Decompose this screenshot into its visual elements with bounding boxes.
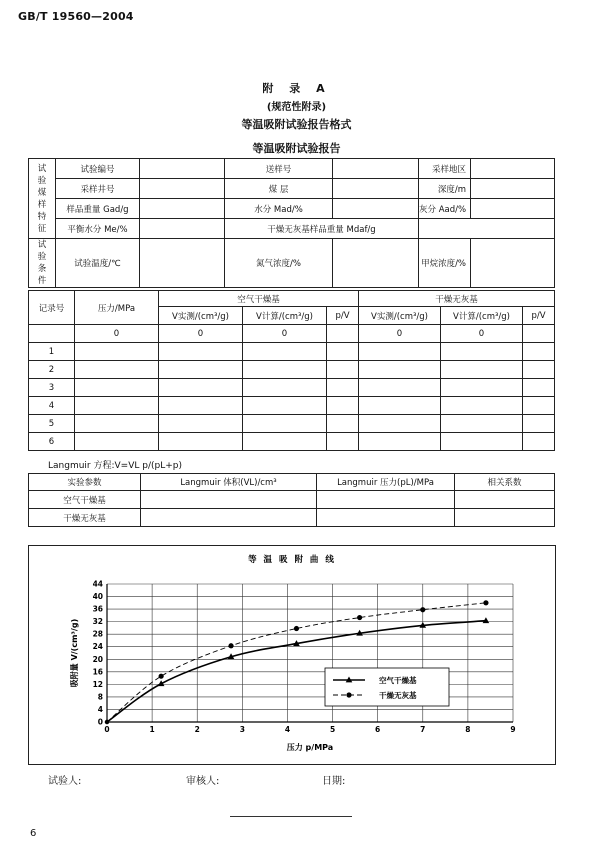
table-row: 干燥无灰基 xyxy=(29,509,555,527)
x-tick-label: 4 xyxy=(284,725,291,734)
label-daf-weight: 干燥无灰基样品重量 Mdaf/g xyxy=(225,219,419,239)
legend-box xyxy=(325,668,449,706)
y-tick-label: 36 xyxy=(92,604,103,614)
y-axis-label: 吸附量 V/(cm³/g) xyxy=(70,618,79,688)
table-row: 5 xyxy=(29,415,555,433)
value-depth[interactable] xyxy=(471,179,555,199)
x-tick-label: 7 xyxy=(420,725,426,734)
value-moisture[interactable] xyxy=(333,199,419,219)
value-sample-area[interactable] xyxy=(471,159,555,179)
series-2-point xyxy=(357,615,362,620)
value-daf-weight[interactable] xyxy=(419,219,555,239)
header-group-air-dry: 空气干燥基 xyxy=(159,291,359,307)
legend-label-1: 空气干燥基 xyxy=(379,676,417,685)
value-nitrogen[interactable] xyxy=(333,239,419,288)
label-seam: 煤 层 xyxy=(225,179,333,199)
table-row: 3 xyxy=(29,379,555,397)
label-test-no: 试验编号 xyxy=(56,159,140,179)
value-test-no[interactable] xyxy=(140,159,225,179)
series-2-point xyxy=(228,643,233,648)
signature-tester: 试验人: xyxy=(48,776,82,787)
header-correlation: 相关系数 xyxy=(455,474,555,491)
subheader-air-v-measured: V实测/(cm³/g) xyxy=(159,307,243,325)
subheader-air-v-calculated: V计算/(cm³/g) xyxy=(243,307,327,325)
value-test-temperature[interactable] xyxy=(140,239,225,288)
series-2-point xyxy=(420,607,425,612)
langmuir-equation: Langmuir 方程:V=VL p/(pL+p) xyxy=(48,461,182,471)
label-sample-no: 送样号 xyxy=(225,159,333,179)
y-tick-label: 8 xyxy=(97,692,103,702)
label-methane: 甲烷浓度/% xyxy=(419,239,471,288)
isotherm-chart-frame xyxy=(28,545,556,765)
series-2-point xyxy=(294,626,299,631)
value-sample-weight[interactable] xyxy=(140,199,225,219)
header-langmuir-pressure: Langmuir 压力(pL)/MPa xyxy=(317,474,455,491)
normative-note: (规范性附录) xyxy=(266,102,327,113)
table-row: 0 0 0 0 0 xyxy=(29,325,555,343)
value-methane[interactable] xyxy=(471,239,555,288)
label-test-temperature: 试验温度/℃ xyxy=(56,239,140,288)
x-tick-label: 5 xyxy=(329,725,336,734)
x-axis-label: 压力 p/MPa xyxy=(286,743,334,752)
subheader-air-p-over-v: p/V xyxy=(327,307,359,325)
label-sample-weight: 样品重量 Gad/g xyxy=(56,199,140,219)
sample-info-table xyxy=(28,158,555,288)
series-2-point xyxy=(159,674,164,679)
series-2-point xyxy=(483,600,488,605)
y-tick-label: 40 xyxy=(92,592,103,602)
x-tick-label: 8 xyxy=(465,725,471,734)
y-tick-label: 4 xyxy=(97,704,103,714)
group-label-test-conditions: 试验条件 xyxy=(29,239,56,288)
group-label-coal-sample: 试验煤样特征 xyxy=(29,159,56,239)
value-equilibrium-moisture[interactable] xyxy=(140,219,225,239)
isotherm-chart xyxy=(29,546,555,764)
table-row: 6 xyxy=(29,433,555,451)
x-tick-label: 2 xyxy=(194,725,200,734)
y-tick-label: 44 xyxy=(92,579,103,589)
appendix-title: 附 录 A xyxy=(262,82,331,95)
y-tick-label: 28 xyxy=(92,629,103,639)
signature-date: 日期: xyxy=(322,776,346,787)
subheader-daf-p-over-v: p/V xyxy=(523,307,555,325)
label-ash: 灰分 Aad/% xyxy=(419,199,471,219)
value-sample-no[interactable] xyxy=(333,159,419,179)
header-record-no: 记录号 xyxy=(29,291,75,325)
table-row: 2 xyxy=(29,361,555,379)
label-sample-area: 采样地区 xyxy=(419,159,471,179)
chart-title: 等 温 吸 附 曲 线 xyxy=(248,555,336,565)
label-equilibrium-moisture: 平衡水分 Me/% xyxy=(56,219,140,239)
label-nitrogen: 氮气浓度/% xyxy=(225,239,333,288)
header-parameter: 实验参数 xyxy=(29,474,141,491)
standard-code: GB/T 19560—2004 xyxy=(18,10,134,23)
x-tick-label: 1 xyxy=(149,725,155,734)
report-title: 等温吸附试验报告 xyxy=(252,142,341,155)
x-tick-label: 0 xyxy=(104,725,110,734)
record-table xyxy=(28,290,555,451)
table-row: 空气干燥基 xyxy=(29,491,555,509)
legend-marker-2 xyxy=(346,692,351,697)
header-group-daf: 干燥无灰基 xyxy=(359,291,555,307)
table-row: 4 xyxy=(29,397,555,415)
x-tick-label: 9 xyxy=(510,725,516,734)
subheader-daf-v-measured: V实测/(cm³/g) xyxy=(359,307,441,325)
y-tick-label: 0 xyxy=(97,717,103,727)
value-well-no[interactable] xyxy=(140,179,225,199)
langmuir-table xyxy=(28,473,555,527)
y-tick-label: 24 xyxy=(92,642,103,652)
subheader-daf-v-calculated: V计算/(cm³/g) xyxy=(441,307,523,325)
y-tick-label: 32 xyxy=(92,617,103,627)
label-moisture: 水分 Mad/% xyxy=(225,199,333,219)
format-title: 等温吸附试验报告格式 xyxy=(241,118,352,131)
table-row: 1 xyxy=(29,343,555,361)
label-well-no: 采样井号 xyxy=(56,179,140,199)
header-langmuir-volume: Langmuir 体积(VL)/cm³ xyxy=(141,474,317,491)
series-2-point xyxy=(105,720,109,724)
page-number: 6 xyxy=(30,828,37,839)
value-ash[interactable] xyxy=(471,199,555,219)
y-tick-label: 12 xyxy=(92,679,103,689)
x-tick-label: 6 xyxy=(375,725,381,734)
header-pressure: 压力/MPa xyxy=(75,291,159,325)
x-tick-label: 3 xyxy=(239,725,245,734)
y-tick-label: 20 xyxy=(92,654,103,664)
signature-reviewer: 审核人: xyxy=(186,776,220,787)
legend-label-2: 干燥无灰基 xyxy=(379,691,417,700)
footer-rule xyxy=(230,816,352,817)
value-seam[interactable] xyxy=(333,179,419,199)
label-depth: 深度/m xyxy=(419,179,471,199)
y-tick-label: 16 xyxy=(92,667,103,677)
